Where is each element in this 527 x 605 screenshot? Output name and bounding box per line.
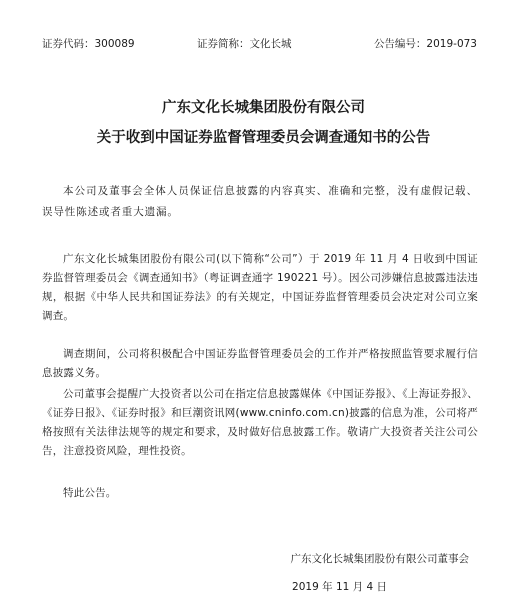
- notice-number: 公告编号：2019-073: [373, 38, 477, 50]
- paragraph-investor-reminder: 公司董事会提醒广大投资者以公司在指定信息披露媒体《中国证券报》、《上海证券报》、《证券日报》、《证券时报》和巨潮资讯网(www.cninfo.com.cn)披露的信息为准，公司将严格按照有关法律法规等的规定和要求，及时做好信息披露工作。敬请广大投资者关注公司公告，注意投资风险，理性投资。: [42, 388, 478, 457]
- signature-company: 广东文化长城集团股份有限公司董事会: [290, 553, 469, 565]
- disclosure-statement: 本公司及董事会全体人员保证信息披露的内容真实、准确和完整，没有虚假记载、误导性陈述或者重大遗漏。: [42, 185, 478, 218]
- paragraph-notice-received: 广东文化长城集团股份有限公司(以下简称“公司”）于 2019 年 11 月 4 日收到中国证券监督管理委员会《调查通知书》（粤证调查通字 190221 号）。因公司涉嫌信息披露违法违规，根据《中华人民共和国证券法》的有关规定，中国证券监督管理委员会决定对公司立案调查。: [42, 253, 478, 322]
- signature-date: 2019 年 11 月 4 日: [292, 581, 387, 593]
- announcement-title: 关于收到中国证券监督管理委员会调查通知书的公告: [96, 130, 431, 146]
- document-header: [42, 36, 477, 52]
- paragraph-closing: 特此公告。: [63, 487, 117, 499]
- paragraph-cooperation: 调查期间，公司将积极配合中国证券监督管理委员会的工作并严格按照监管要求履行信息披露义务。: [42, 348, 478, 379]
- stock-code: 证券代码：300089: [42, 38, 135, 50]
- stock-short-name: 证券简称：文化长城: [197, 38, 292, 50]
- company-title: 广东文化长城集团股份有限公司: [162, 100, 365, 116]
